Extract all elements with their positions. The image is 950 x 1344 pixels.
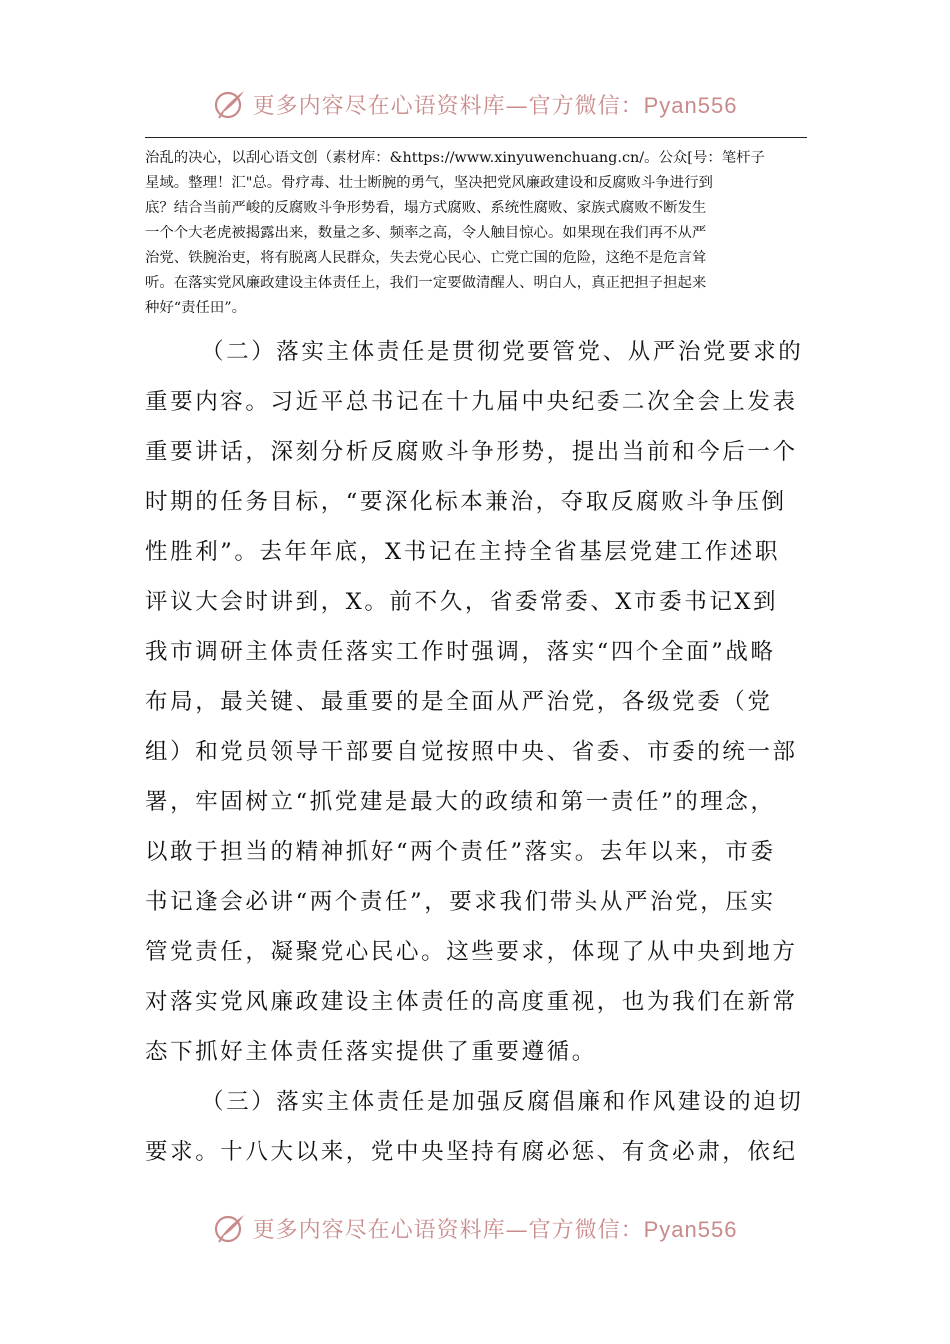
body-line: 布局，最关键、最重要的是全面从严治党，各级党委（党 <box>145 689 773 715</box>
footer-banner <box>0 1208 950 1248</box>
main-body <box>145 327 807 1177</box>
intro-paragraph <box>145 146 807 321</box>
body-line: 时期的任务目标，“要深化标本兼治，夺取反腐败斗争压倒 <box>145 489 787 515</box>
quill-logo-icon <box>213 1211 247 1245</box>
body-line: 重要讲话，深刻分析反腐败斗争形势，提出当前和今后一个 <box>145 439 798 465</box>
banner-text: 更多内容尽在心语资料库—官方微信：Pyan556 <box>252 92 738 119</box>
intro-line: 一个个大老虎被揭露出来，数量之多、频率之高，令人触目惊心。如果现在我们再不从严 <box>145 225 707 241</box>
body-line: 署，牢固树立“抓党建是最大的政绩和第一责任”的理念， <box>145 789 776 815</box>
intro-line: 治党、铁腕治吏，将有脱离人民群众，失去党心民心、亡党亡国的危险，这绝不是危言耸 <box>145 250 707 266</box>
body-line: 管党责任，凝聚党心民心。这些要求，体现了从中央到地方 <box>145 939 798 965</box>
section-3-heading-line: （三）落实主体责任是加强反腐倡廉和作风建设的迫切 <box>201 1089 804 1115</box>
intro-line: 底？结合当前严峻的反腐败斗争形势看，塌方式腐败、系统性腐败、家族式腐败不断发生 <box>145 200 707 216</box>
header-banner <box>0 84 950 124</box>
intro-line: 治乱的决心，以刮心语文创（素材库：&https://www.xinyuwenchuang.cn/。公众[号：笔杆子 <box>145 150 765 166</box>
body-line: 要求。十八大以来，党中央坚持有腐必惩、有贪必肃，依纪 <box>145 1139 798 1165</box>
body-line: 性胜利”。去年年底，X书记在主持全省基层党建工作述职 <box>145 539 781 565</box>
body-line: 以敢于担当的精神抓好“两个责任”落实。去年以来，市委 <box>145 839 776 865</box>
quill-logo-icon <box>213 87 247 121</box>
header-divider <box>145 137 807 138</box>
section-2-heading-line: （二）落实主体责任是贯彻党要管党、从严治党要求的 <box>201 339 804 365</box>
intro-line: 星域。整理！汇"总。骨疗毒、壮士断腕的勇气，坚决把党风廉政建设和反腐败斗争进行到 <box>145 175 713 191</box>
banner-wechat-id: Pyan556 <box>643 92 738 118</box>
body-line: 组）和党员领导干部要自觉按照中央、省委、市委的统一部 <box>145 739 798 765</box>
body-line: 评议大会时讲到，X。前不久，省委常委、X市委书记X到 <box>145 589 779 615</box>
banner-text: 更多内容尽在心语资料库—官方微信：Pyan556 <box>252 1216 738 1243</box>
body-line: 态下抓好主体责任落实提供了重要遵循。 <box>145 1039 597 1065</box>
body-line: 对落实党风廉政建设主体责任的高度重视，也为我们在新常 <box>145 989 798 1015</box>
body-line: 书记逢会必讲“两个责任”，要求我们带头从严治党，压实 <box>145 889 776 915</box>
body-line: 我市调研主体责任落实工作时强调，落实“四个全面”战略 <box>145 639 776 665</box>
banner-wechat-id: Pyan556 <box>643 1216 738 1242</box>
intro-line: 听。在落实党风廉政建设主体责任上，我们一定要做清醒人、明白人，真正把担子担起来 <box>145 275 707 291</box>
intro-line: 种好“责任田”。 <box>145 300 247 316</box>
body-line: 重要内容。习近平总书记在十九届中央纪委二次全会上发表 <box>145 389 798 415</box>
